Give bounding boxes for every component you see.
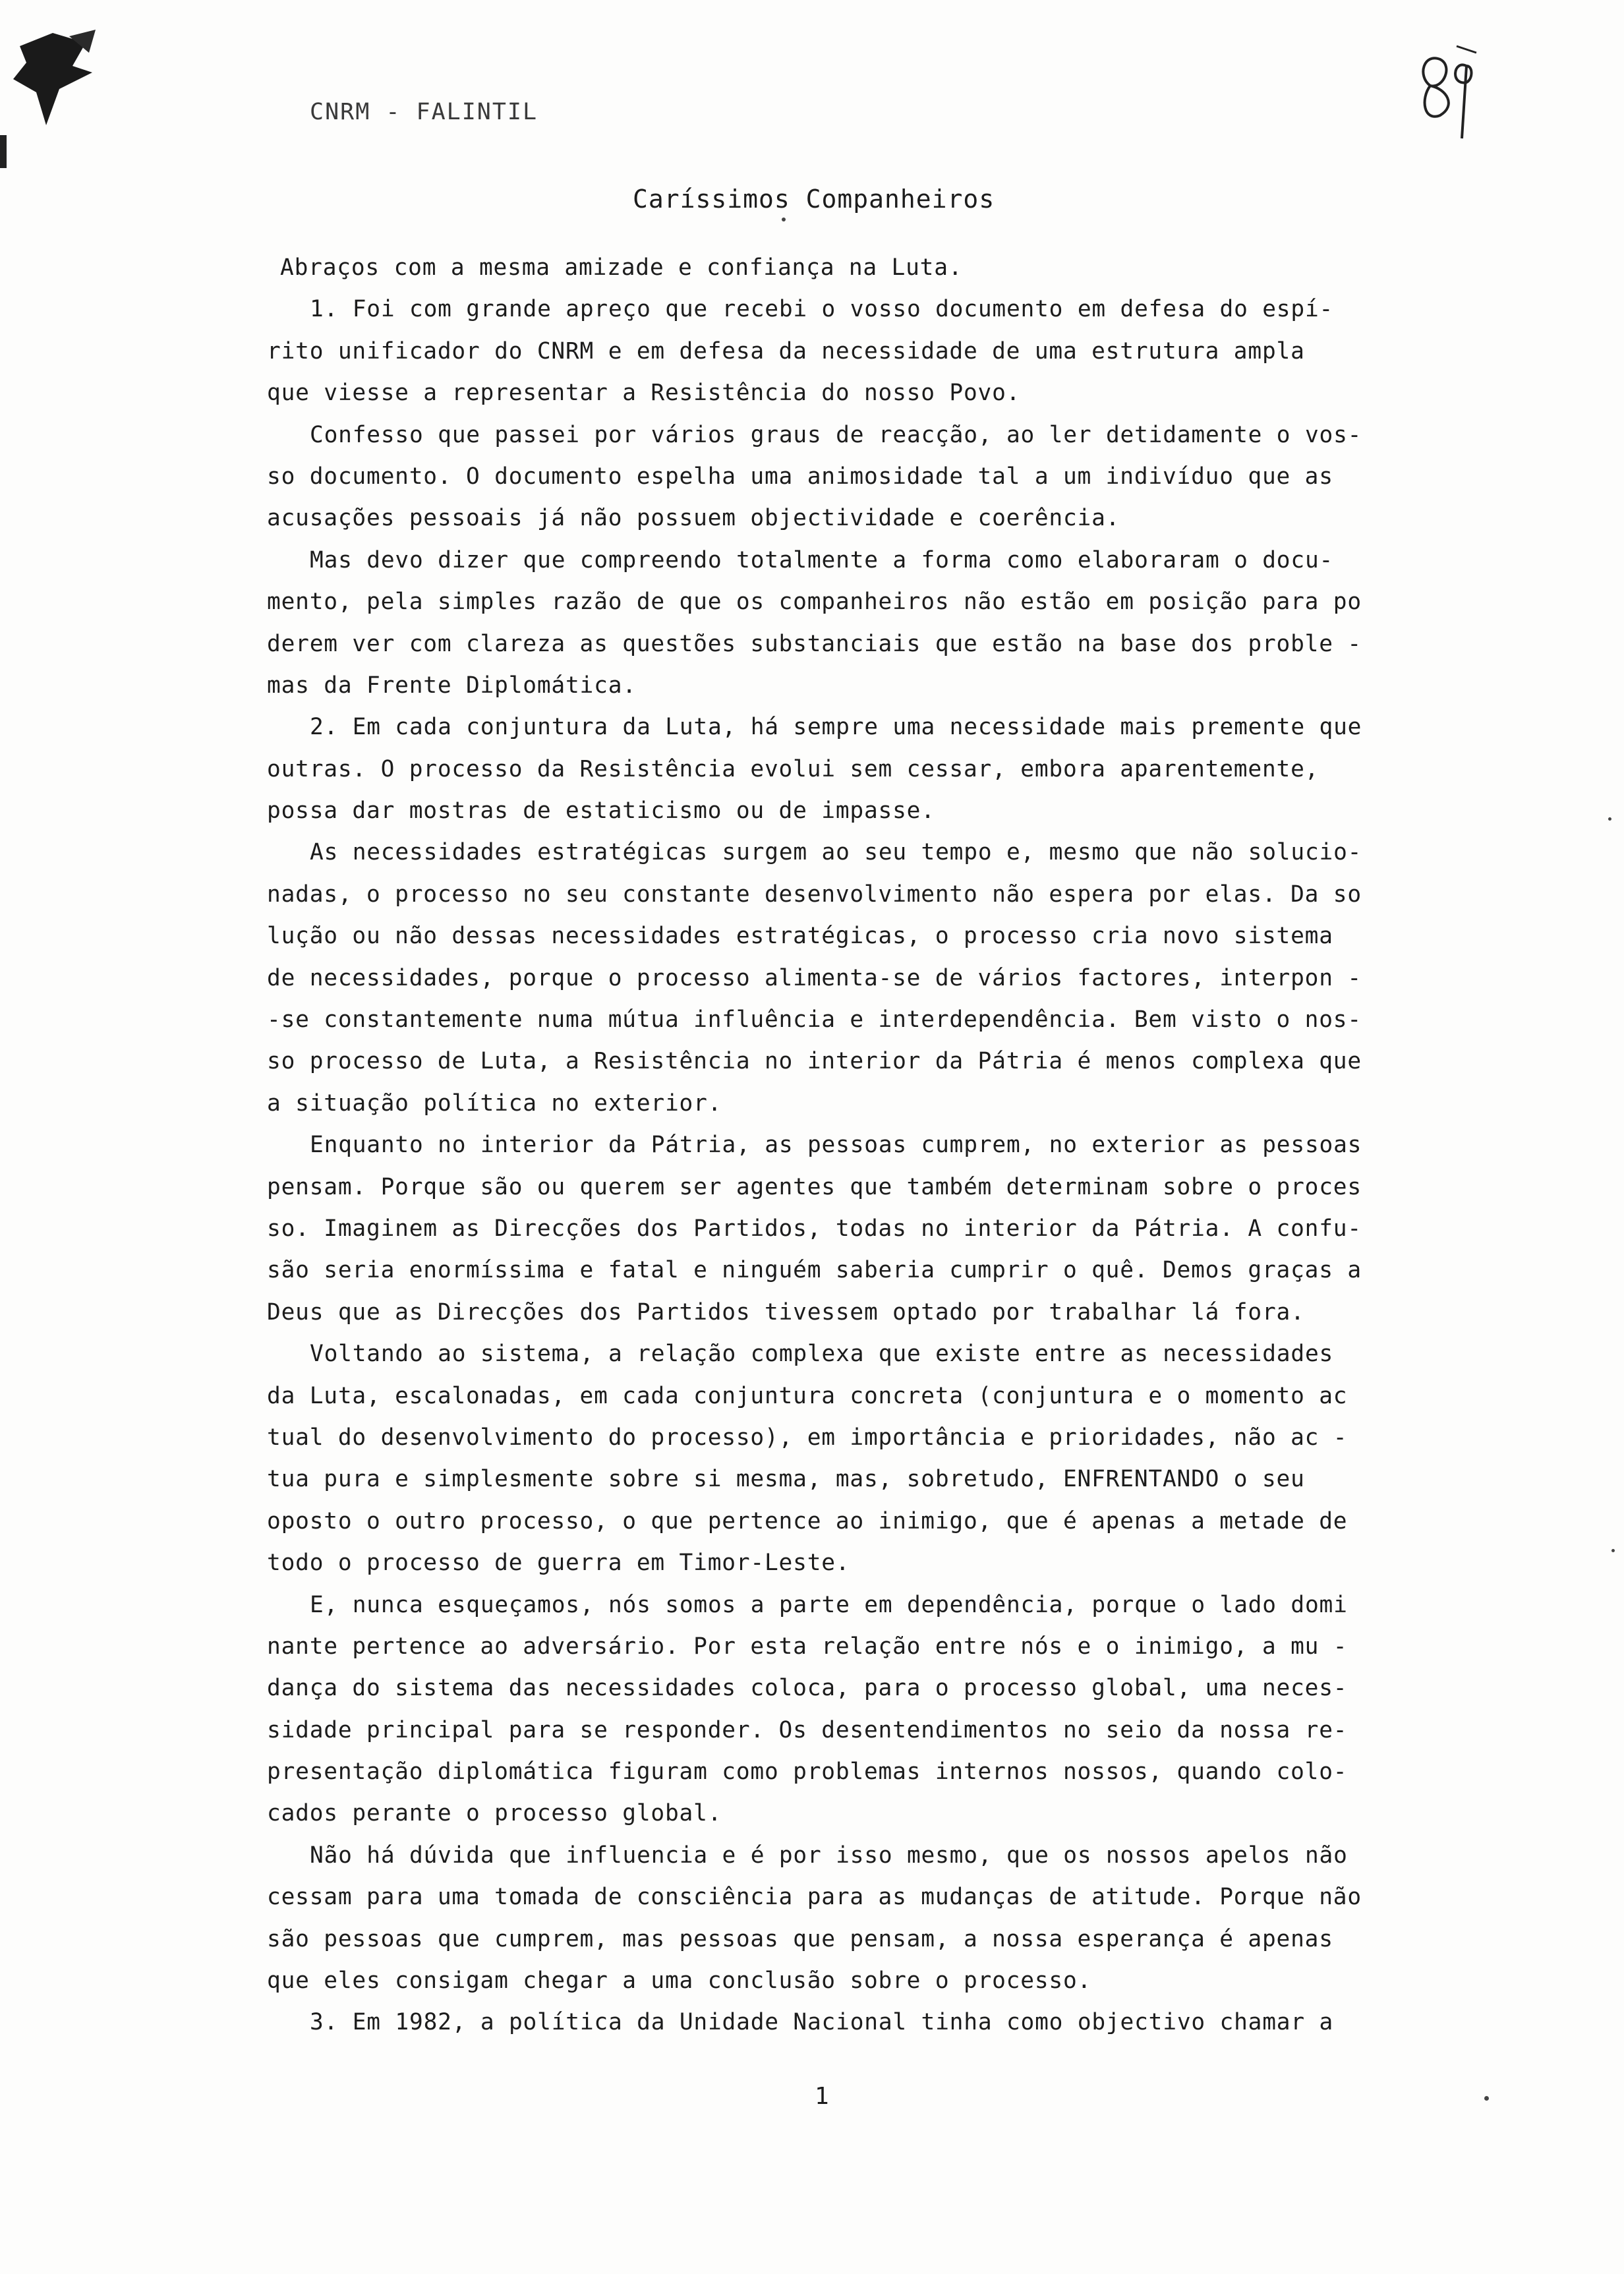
text-line: Deus que as Direcções dos Partidos tivessem optado por trabalhar lá fora. [267,1298,1305,1326]
text-line: nadas, o processo no seu constante desenvolvimento não espera por elas. Da so [267,881,1362,908]
text-line: Confesso que passei por vários graus de reacção, ao ler detidamente o vos- [310,421,1362,448]
scan-speck [1611,1549,1615,1552]
scan-speck [1484,2096,1489,2101]
text-line: são seria enormíssima e fatal e ninguém saberia cumprir o quê. Demos graças a [267,1257,1362,1284]
scan-speck [1608,817,1611,821]
text-line: -se constantemente numa mútua influência e interdependência. Bem visto o nos- [267,1006,1362,1034]
text-line: so documento. O documento espelha uma animosidade tal a um indivíduo que as [267,463,1333,490]
text-line: Mas devo dizer que compreendo totalmente a forma como elaboraram o docu- [310,546,1334,573]
text-line: que viesse a representar a Resistência do nosso Povo. [267,380,1021,407]
text-line: 2. Em cada conjuntura da Luta, há sempre uma necessidade mais premente que [310,714,1362,741]
text-line: são pessoas que cumprem, mas pessoas que pensam, a nossa esperança é apenas [267,1925,1333,1952]
text-line: so processo de Luta, a Resistência no interior da Pátria é menos complexa que [267,1048,1362,1075]
text-line: cados perante o processo global. [267,1800,722,1827]
text-line: so. Imaginem as Direcções dos Partidos, todas no interior da Pátria. A confu- [267,1215,1362,1242]
text-line: dança do sistema das necessidades coloca, para o processo global, uma neces- [267,1675,1348,1702]
text-line: mento, pela simples razão de que os companheiros não estão em posição para po [267,589,1362,616]
text-line: cessam para uma tomada de consciência para as mudanças de atitude. Porque não [267,1884,1362,1911]
text-line: pensam. Porque são ou querem ser agentes que também determinam sobre o proces [267,1173,1362,1200]
text-line: oposto o outro processo, o que pertence ao inimigo, que é apenas a metade de [267,1507,1348,1534]
text-line: acusações pessoais já não possuem objectividade e coerência. [267,505,1120,532]
letter-title: Caríssimos Companheiros [633,185,995,214]
text-line: sidade principal para se responder. Os desentendimentos no seio da nossa re- [267,1716,1348,1743]
text-line: que eles consigam chegar a uma conclusão sobre o processo. [267,1968,1092,1995]
text-line: tual do desenvolvimento do processo), em importância e prioridades, não ac - [267,1424,1348,1451]
text-line: Não há dúvida que influencia e é por isso mesmo, que os nossos apelos não [310,1842,1348,1869]
text-line: outras. O processo da Resistência evolui sem cessar, embora aparentemente, [267,755,1320,782]
text-line: Abraços com a mesma amizade e confiança na Luta. [280,254,963,281]
scan-edge-mark [0,135,7,168]
text-line: nante pertence ao adversário. Por esta relação entre nós e o inimigo, a mu - [267,1633,1348,1660]
text-line: da Luta, escalonadas, em cada conjuntura concreta (conjuntura e o momento ac [267,1382,1348,1409]
text-line: E, nunca esqueçamos, nós somos a parte em dependência, porque o lado domi [310,1591,1348,1618]
text-line: As necessidades estratégicas surgem ao seu tempo e, mesmo que não solucio- [310,839,1362,866]
text-line: 1. Foi com grande apreço que recebi o vosso documento em defesa do espí- [310,296,1334,323]
text-line: Enquanto no interior da Pátria, as pessoas cumprem, no exterior as pessoas [310,1132,1362,1159]
text-line: tua pura e simplesmente sobre si mesma, mas, sobretudo, ENFRENTANDO o seu [267,1466,1305,1493]
text-line: lução ou não dessas necessidades estratégicas, o processo cria novo sistema [267,923,1333,950]
text-line: a situação política no exterior. [267,1090,722,1117]
text-line: Voltando ao sistema, a relação complexa que existe entre as necessidades [310,1341,1334,1368]
text-line: rito unificador do CNRM e em defesa da necessidade de uma estrutura ampla [267,337,1305,364]
page-number: 1 [815,2083,829,2110]
text-line: mas da Frente Diplomática. [267,672,637,699]
text-line: presentação diplomática figuram como problemas internos nossos, quando colo- [267,1759,1348,1786]
text-line: derem ver com clareza as questões substanciais que estão na base dos proble - [267,630,1362,657]
header-org: CNRM - FALINTIL [310,99,538,125]
handwritten-page-number [1410,40,1483,152]
text-line: possa dar mostras de estaticismo ou de impasse. [267,798,935,825]
text-line: de necessidades, porque o processo alimenta-se de vários factores, interpon - [267,964,1362,991]
letter-body [267,247,1460,2044]
text-line: 3. Em 1982, a política da Unidade Nacional tinha como objectivo chamar a [310,2009,1334,2036]
text-line: todo o processo de guerra em Timor-Leste. [267,1550,850,1577]
scan-speck [782,218,786,221]
ink-blot [7,26,99,132]
